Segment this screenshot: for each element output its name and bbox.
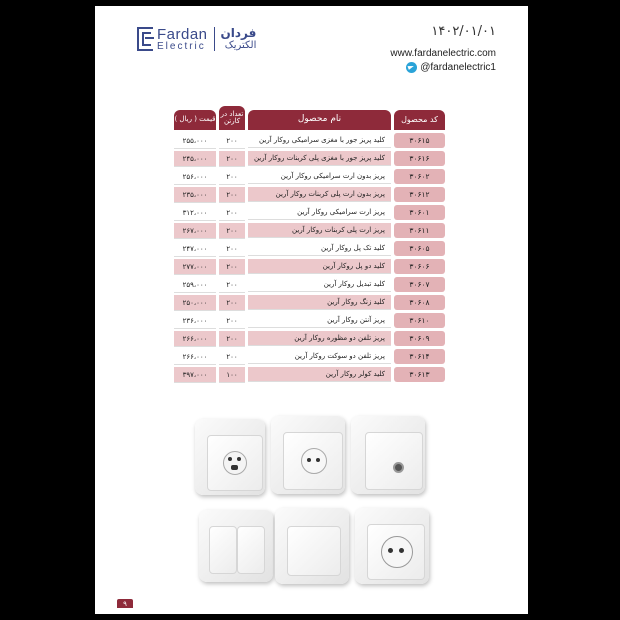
cell-code: ۳۰۶۰۵ — [394, 241, 445, 256]
logo-mark-icon — [137, 27, 153, 51]
cell-price: ۲۵۶،۰۰۰ — [174, 169, 216, 185]
telegram-icon — [406, 62, 417, 73]
cell-name: کلید کولر روکار آرین — [248, 367, 391, 382]
telegram-handle: @fardanelectric1 — [420, 62, 496, 73]
logo-english — [157, 27, 208, 52]
cell-price: ۲۵۵،۰۰۰ — [174, 133, 216, 149]
logo-fa-sub: الکتریک — [224, 40, 257, 52]
cell-name: کلید پریز جور با مغزی سرامیکی روکار آرین — [248, 133, 391, 148]
cell-price: ۲۴۵،۰۰۰ — [174, 151, 216, 167]
product-socket-no-earth — [271, 416, 347, 496]
cell-qty: ۲۰۰ — [219, 349, 245, 365]
cell-name: کلید تک پل روکار آرین — [248, 241, 391, 256]
header-name: نام محصول — [248, 110, 391, 130]
table-row — [172, 168, 445, 186]
header-code: کد محصول — [394, 110, 445, 130]
cell-name: پریز ارت سرامیکی روکار آرین — [248, 205, 391, 220]
cell-code: ۳۰۶۰۱ — [394, 205, 445, 220]
cell-code: ۳۰۶۱۴ — [394, 349, 445, 364]
cell-qty: ۲۰۰ — [219, 223, 245, 239]
cell-price: ۲۶۶،۰۰۰ — [174, 331, 216, 347]
cell-code: ۳۰۶۰۷ — [394, 277, 445, 292]
cell-price: ۲۵۹،۰۰۰ — [174, 277, 216, 293]
header-price: قیمت ( ریال ) — [174, 110, 216, 130]
cell-name: پریز بدون ارت پلی کربنات روکار آرین — [248, 187, 391, 202]
cell-qty: ۲۰۰ — [219, 277, 245, 293]
cell-qty: ۱۰۰ — [219, 367, 245, 383]
table-row — [172, 330, 445, 348]
product-double-switch — [199, 510, 275, 584]
product-earth-socket-with-phone — [195, 419, 267, 497]
cell-price: ۳۹۷،۰۰۰ — [174, 367, 216, 383]
product-earth-socket — [355, 508, 431, 586]
cell-qty: ۲۰۰ — [219, 295, 245, 311]
cell-qty: ۲۰۰ — [219, 205, 245, 221]
cell-price: ۲۳۶،۰۰۰ — [174, 313, 216, 329]
table-row — [172, 204, 445, 222]
cell-code: ۳۰۶۰۹ — [394, 331, 445, 346]
logo-fa-name: فردان — [220, 25, 257, 40]
table-row — [172, 366, 445, 384]
cell-name: پریز تلفن دو سوکت روکار آرین — [248, 349, 391, 364]
cell-code: ۳۰۶۱۰ — [394, 313, 445, 328]
table-row — [172, 294, 445, 312]
table-row — [172, 186, 445, 204]
page-number: ۹ — [117, 599, 133, 608]
cell-qty: ۲۰۰ — [219, 259, 245, 275]
cell-price: ۲۵۰،۰۰۰ — [174, 295, 216, 311]
cell-name: پریز بدون ارت سرامیکی روکار آرین — [248, 169, 391, 184]
table-row — [172, 276, 445, 294]
cell-qty: ۲۰۰ — [219, 331, 245, 347]
cell-qty: ۲۰۰ — [219, 241, 245, 257]
table-row — [172, 240, 445, 258]
cell-code: ۳۰۶۱۶ — [394, 151, 445, 166]
table-header — [172, 106, 445, 132]
header-qty: تعداد در کارتن — [219, 106, 245, 130]
cell-name: پریز ارت پلی کربنات روکار آرین — [248, 223, 391, 238]
cell-name: پریز تلفن دو مظوره روکار آرین — [248, 331, 391, 346]
table-row — [172, 222, 445, 240]
cell-code: ۳۰۶۱۳ — [394, 367, 445, 382]
website-link[interactable]: www.fardanelectric.com — [390, 48, 496, 59]
cell-price: ۲۶۶،۰۰۰ — [174, 349, 216, 365]
cell-code: ۳۰۶۰۲ — [394, 169, 445, 184]
product-antenna-socket — [351, 416, 427, 496]
cell-code: ۳۰۶۰۶ — [394, 259, 445, 274]
cell-name: کلید تبدیل روکار آرین — [248, 277, 391, 292]
cell-name: کلید دو پل روکار آرین — [248, 259, 391, 274]
cell-name: کلید پریز جور با مغزی پلی کربنات روکار آرین — [248, 151, 391, 166]
cell-price: ۲۶۷،۰۰۰ — [174, 223, 216, 239]
telegram-contact[interactable] — [406, 62, 496, 73]
cell-code: ۳۰۶۱۱ — [394, 223, 445, 238]
cell-qty: ۲۰۰ — [219, 187, 245, 203]
cell-code: ۳۰۶۰۸ — [394, 295, 445, 310]
logo-persian — [221, 27, 257, 51]
table-row — [172, 258, 445, 276]
table-row — [172, 132, 445, 150]
cell-qty: ۲۰۰ — [219, 151, 245, 167]
price-table — [172, 106, 445, 384]
cell-code: ۳۰۶۱۵ — [394, 133, 445, 148]
price-list-date: ۱۴۰۲/۰۱/۰۱ — [431, 24, 496, 39]
logo-divider — [214, 27, 215, 51]
cell-price: ۳۱۲،۰۰۰ — [174, 205, 216, 221]
cell-name: کلید زنگ روکار آرین — [248, 295, 391, 310]
product-single-switch — [275, 508, 351, 586]
catalog-page — [95, 6, 528, 614]
cell-name: پریز آنتن روکار آرین — [248, 313, 391, 328]
table-body — [172, 132, 445, 384]
table-row — [172, 312, 445, 330]
table-row — [172, 348, 445, 366]
cell-code: ۳۰۶۱۲ — [394, 187, 445, 202]
logo-en-sub: Electric — [157, 40, 206, 52]
fardan-logo — [137, 24, 256, 54]
cell-price: ۲۴۷،۰۰۰ — [174, 241, 216, 257]
table-row — [172, 150, 445, 168]
cell-price: ۲۳۵،۰۰۰ — [174, 187, 216, 203]
cell-qty: ۲۰۰ — [219, 169, 245, 185]
cell-qty: ۲۰۰ — [219, 313, 245, 329]
logo-en-name: Fardan — [157, 25, 208, 43]
cell-price: ۲۷۷،۰۰۰ — [174, 259, 216, 275]
cell-qty: ۲۰۰ — [219, 133, 245, 149]
